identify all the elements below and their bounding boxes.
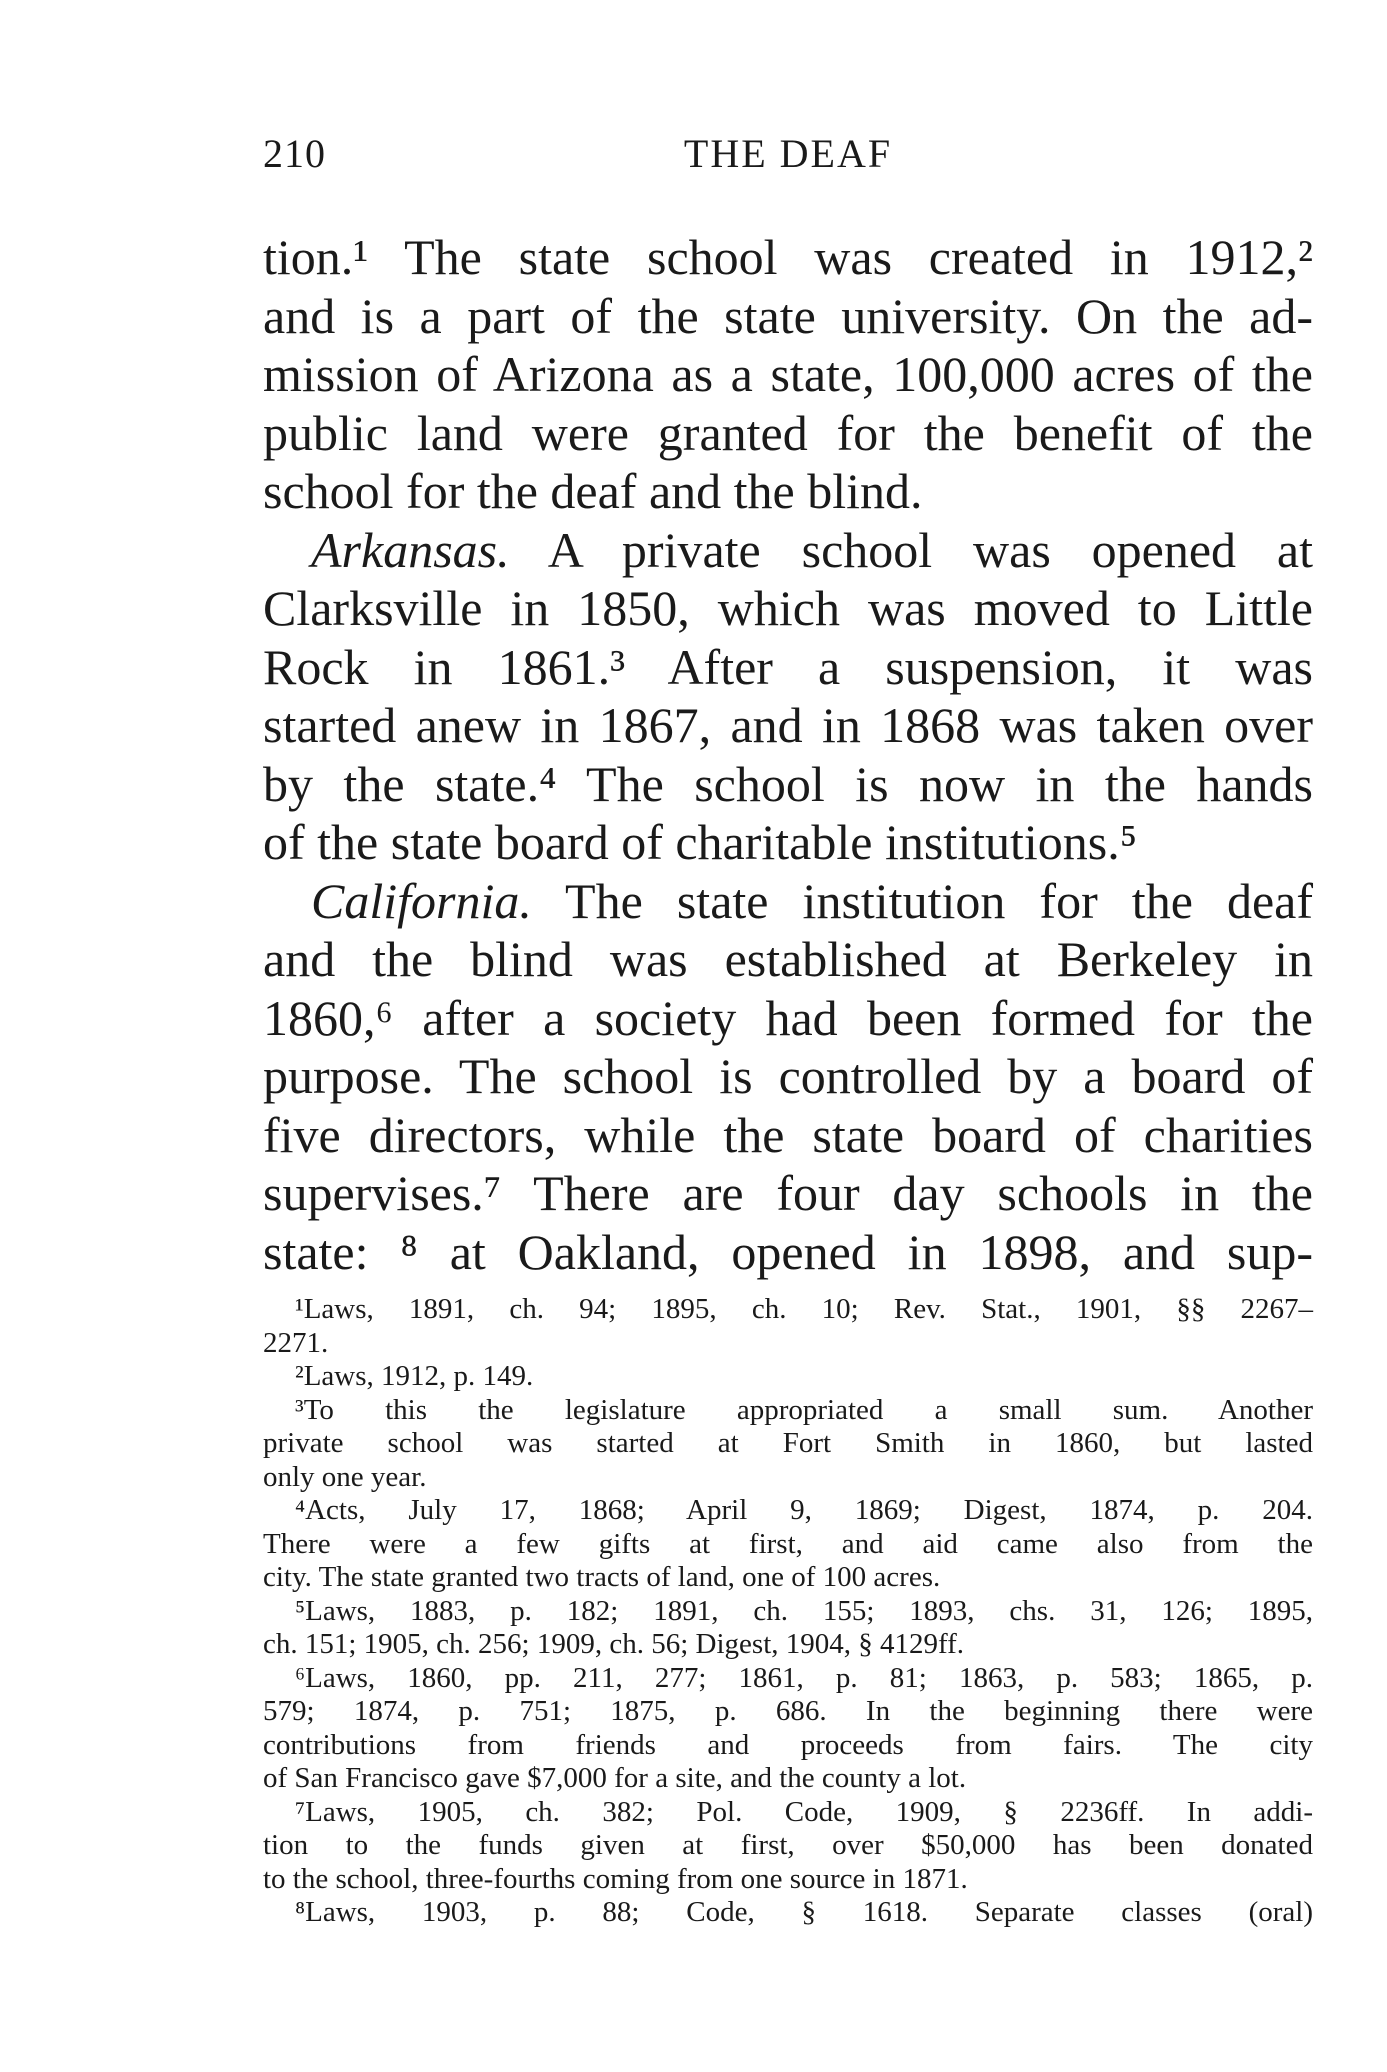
footnote-line: ²Laws, 1912, p. 149. (295, 1360, 534, 1392)
footnote-line: ¹Laws, 1891, ch. 94; 1895, ch. 10; Rev. Stat., 1901, §§ 2267– (295, 1293, 1313, 1325)
body-line: school for the deaf and the blind. (263, 463, 923, 519)
body-line: supervises.⁷ There are four day schools in the (263, 1165, 1313, 1221)
page-number: 210 (263, 131, 326, 176)
body-line: and the blind was established at Berkeley in (263, 931, 1313, 987)
body-line: mission of Arizona as a state, 100,000 acres of the (263, 346, 1313, 402)
footnote-line: ch. 151; 1905, ch. 256; 1909, ch. 56; Digest, 1904, § 4129ff. (263, 1628, 965, 1660)
body-line: public land were granted for the benefit of the (263, 404, 1313, 461)
section-heading: Arkansas. (311, 521, 510, 578)
body-line: started anew in 1867, and in 1868 was taken over (263, 697, 1313, 753)
footnote-line: 579; 1874, p. 751; 1875, p. 686. In the beginning there were (263, 1695, 1313, 1727)
body-line: and is a part of the state university. On the ad- (263, 287, 1313, 344)
running-title: THE DEAF (683, 131, 893, 176)
body-line: purpose. The school is controlled by a board of (263, 1048, 1313, 1104)
body-line: tion.¹ The state school was created in 1912,² (263, 229, 1313, 285)
footnote-line: of San Francisco gave $7,000 for a site, and the county a lot. (263, 1762, 967, 1794)
footnote-line: ⁶Laws, 1860, pp. 211, 277; 1861, p. 81; 1863, p. 583; 1865, p. (295, 1661, 1313, 1694)
body-line: California. The state institution for the deaf (311, 872, 1313, 929)
footnote-line: ⁴Acts, July 17, 1868; April 9, 1869; Digest, 1874, p. 204. (295, 1494, 1313, 1526)
footnote-line: 2271. (263, 1326, 329, 1359)
body-line: by the state.⁴ The school is now in the hands (263, 755, 1313, 812)
body-text (263, 228, 1313, 1281)
body-line: Arkansas. A private school was opened at (311, 521, 1313, 578)
footnote-line: only one year. (263, 1460, 427, 1493)
book-page (263, 130, 1313, 1930)
body-line: 1860,⁶ after a society had been formed for the (263, 989, 1313, 1046)
footnote-line: ⁵Laws, 1883, p. 182; 1891, ch. 155; 1893, chs. 31, 126; 1895, (295, 1594, 1313, 1627)
body-line: five directors, while the state board of charities (263, 1106, 1313, 1163)
footnotes (263, 1293, 1313, 1930)
footnote-line: ³To this the legislature appropriated a small sum. Another (295, 1393, 1313, 1426)
footnote-line: There were a few gifts at first, and aid came also from the (263, 1527, 1313, 1560)
body-line: Clarksville in 1850, which was moved to Little (263, 580, 1313, 636)
body-line: of the state board of charitable institutions.⁵ (263, 814, 1138, 870)
footnote-line: to the school, three-fourths coming from one source in 1871. (263, 1862, 968, 1895)
footnote-line: city. The state granted two tracts of land, one of 100 acres. (263, 1561, 941, 1593)
body-line: state: ⁸ at Oakland, opened in 1898, and sup- (263, 1223, 1313, 1280)
body-line: Rock in 1861.³ After a suspension, it was (263, 638, 1313, 695)
section-heading: California. (311, 872, 532, 929)
footnote-line: ⁸Laws, 1903, p. 88; Code, § 1618. Separate classes (oral) (295, 1896, 1313, 1928)
footnote-line: contributions from friends and proceeds from fairs. The city (263, 1728, 1313, 1761)
running-header (263, 130, 1313, 190)
footnote-line: tion to the funds given at first, over $50,000 has been donated (263, 1829, 1313, 1861)
footnote-line: ⁷Laws, 1905, ch. 382; Pol. Code, 1909, § 2236ff. In addi- (295, 1795, 1313, 1828)
footnote-line: private school was started at Fort Smith in 1860, but lasted (263, 1427, 1313, 1459)
